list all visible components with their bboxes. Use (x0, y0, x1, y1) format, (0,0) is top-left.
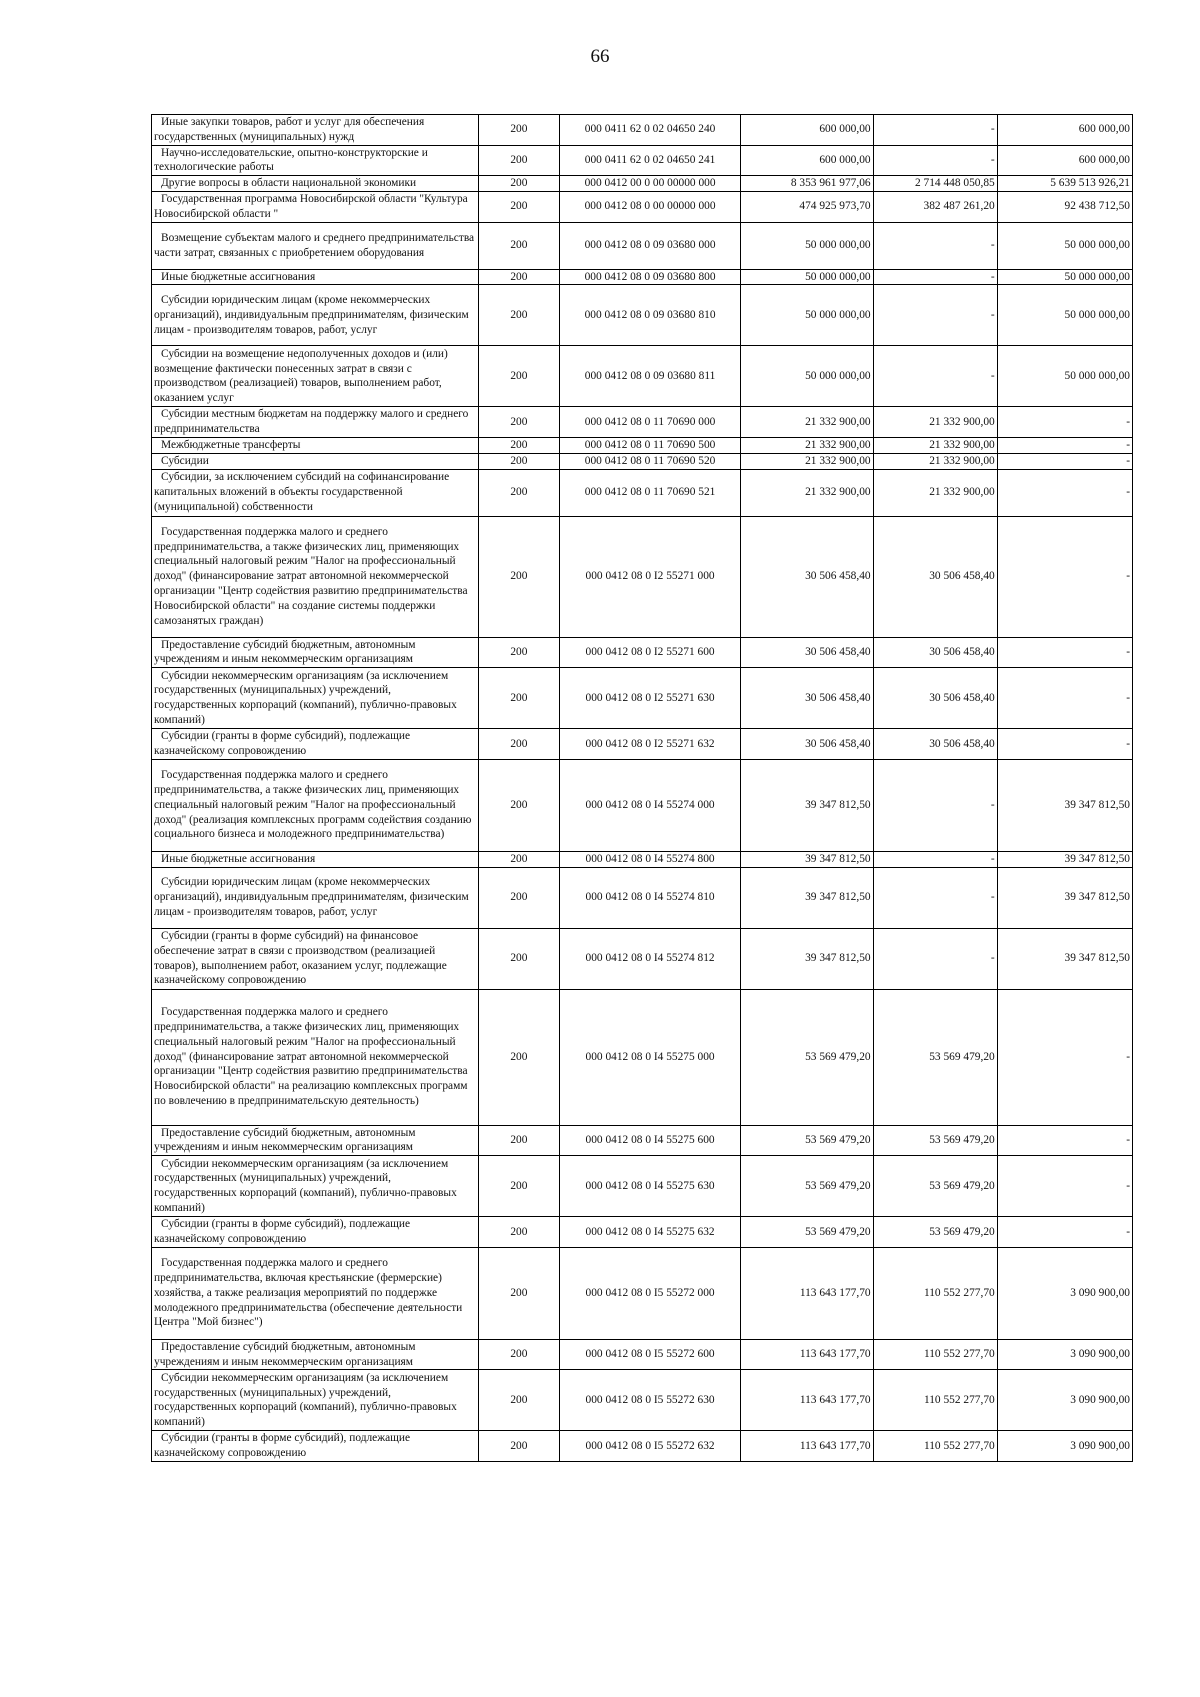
row-code-cell: 200 (479, 989, 560, 1125)
row-remaining-cell: 50 000 000,00 (997, 269, 1132, 285)
row-remaining-cell: 600 000,00 (997, 145, 1132, 176)
row-approved-cell: 600 000,00 (741, 115, 873, 146)
row-name-text: Субсидии юридическим лицам (кроме некоммерческих организаций), индивидуальным предпринимателям, физическим лицам - производителям товаров, работ, услуг (154, 876, 469, 918)
row-executed-cell: - (873, 269, 997, 285)
table-row (152, 759, 1133, 851)
row-name-cell (152, 145, 479, 176)
row-approved-cell: 50 000 000,00 (741, 222, 873, 269)
row-name-text: Субсидии (гранты в форме субсидий), подлежащие казначейскому сопровождению (154, 730, 411, 757)
table-row (152, 928, 1133, 989)
row-code-cell: 200 (479, 469, 560, 516)
row-remaining-cell: 3 090 900,00 (997, 1339, 1132, 1370)
row-name-cell (152, 222, 479, 269)
row-approved-cell: 39 347 812,50 (741, 867, 873, 928)
table-row (152, 1370, 1133, 1431)
row-approved-cell: 21 332 900,00 (741, 437, 873, 453)
row-name-text: Субсидии, за исключением субсидий на софинансирование капитальных вложений в объекты государственной (муниципальной) собственности (154, 471, 450, 513)
row-executed-cell: 21 332 900,00 (873, 453, 997, 469)
row-code-cell: 200 (479, 729, 560, 760)
row-csr-cell: 000 0412 08 0 09 03680 811 (559, 346, 741, 407)
table-row (152, 867, 1133, 928)
row-code-cell: 200 (479, 145, 560, 176)
row-code-cell: 200 (479, 1370, 560, 1431)
row-executed-cell: 2 714 448 050,85 (873, 176, 997, 192)
row-name-cell (152, 668, 479, 729)
row-name-cell (152, 759, 479, 851)
row-executed-cell: 110 552 277,70 (873, 1247, 997, 1339)
row-remaining-cell: 39 347 812,50 (997, 851, 1132, 867)
row-csr-cell: 000 0412 08 0 I2 55271 000 (559, 516, 741, 637)
row-remaining-cell: - (997, 989, 1132, 1125)
row-remaining-cell: - (997, 453, 1132, 469)
row-csr-cell: 000 0412 08 0 11 70690 521 (559, 469, 741, 516)
row-code-cell: 200 (479, 437, 560, 453)
row-remaining-cell: - (997, 637, 1132, 668)
row-executed-cell: - (873, 759, 997, 851)
row-executed-cell: 110 552 277,70 (873, 1370, 997, 1431)
table-row (152, 346, 1133, 407)
row-remaining-cell: - (997, 1156, 1132, 1217)
row-approved-cell: 30 506 458,40 (741, 516, 873, 637)
row-code-cell: 200 (479, 1431, 560, 1462)
budget-table (151, 114, 1133, 1462)
row-approved-cell: 30 506 458,40 (741, 729, 873, 760)
row-name-cell (152, 1431, 479, 1462)
row-executed-cell: - (873, 285, 997, 346)
row-remaining-cell: - (997, 1217, 1132, 1248)
row-code-cell: 200 (479, 1156, 560, 1217)
row-name-cell (152, 176, 479, 192)
row-name-text: Государственная программа Новосибирской области "Культура Новосибирской области " (154, 192, 468, 220)
table-row (152, 729, 1133, 760)
row-approved-cell: 39 347 812,50 (741, 851, 873, 867)
row-remaining-cell: 3 090 900,00 (997, 1247, 1132, 1339)
row-code-cell: 200 (479, 1247, 560, 1339)
row-name-text: Субсидии (161, 454, 209, 467)
row-csr-cell: 000 0412 08 0 I4 55275 600 (559, 1125, 741, 1156)
row-approved-cell: 53 569 479,20 (741, 1125, 873, 1156)
row-approved-cell: 21 332 900,00 (741, 469, 873, 516)
table-row (152, 145, 1133, 176)
row-code-cell: 200 (479, 222, 560, 269)
row-name-text: Возмещение субъектам малого и среднего предпринимательства части затрат, связанных с приобретением оборудования (154, 231, 475, 259)
row-approved-cell: 8 353 961 977,06 (741, 176, 873, 192)
row-approved-cell: 21 332 900,00 (741, 407, 873, 438)
row-executed-cell: 30 506 458,40 (873, 668, 997, 729)
row-approved-cell: 39 347 812,50 (741, 928, 873, 989)
row-code-cell: 200 (479, 1125, 560, 1156)
table-row (152, 1156, 1133, 1217)
row-approved-cell: 53 569 479,20 (741, 1217, 873, 1248)
row-executed-cell: - (873, 346, 997, 407)
row-name-cell (152, 989, 479, 1125)
row-executed-cell: - (873, 222, 997, 269)
row-executed-cell: 382 487 261,20 (873, 191, 997, 222)
table-row (152, 1247, 1133, 1339)
row-name-text: Субсидии (гранты в форме субсидий), подлежащие казначейскому сопровождению (154, 1432, 411, 1460)
row-remaining-cell: 3 090 900,00 (997, 1370, 1132, 1431)
row-code-cell: 200 (479, 668, 560, 729)
row-approved-cell: 50 000 000,00 (741, 346, 873, 407)
row-approved-cell: 600 000,00 (741, 145, 873, 176)
row-code-cell: 200 (479, 759, 560, 851)
row-name-text: Субсидии на возмещение недополученных доходов и (или) возмещение фактически понесенных затрат в связи с производством (реализацией) товаров, выполнением работ, оказанием услуг (154, 347, 448, 405)
row-csr-cell: 000 0411 62 0 02 04650 240 (559, 115, 741, 146)
row-executed-cell: - (873, 851, 997, 867)
row-remaining-cell: - (997, 469, 1132, 516)
row-executed-cell: - (873, 145, 997, 176)
row-csr-cell: 000 0412 08 0 11 70690 520 (559, 453, 741, 469)
row-remaining-cell: 5 639 513 926,21 (997, 176, 1132, 192)
row-executed-cell: 53 569 479,20 (873, 1125, 997, 1156)
table-row (152, 668, 1133, 729)
row-name-cell (152, 437, 479, 453)
row-code-cell: 200 (479, 851, 560, 867)
row-code-cell: 200 (479, 867, 560, 928)
row-code-cell: 200 (479, 176, 560, 192)
table-row (152, 191, 1133, 222)
row-name-text: Научно-исследовательские, опытно-конструкторские и технологические работы (154, 146, 428, 174)
row-csr-cell: 000 0412 08 0 11 70690 500 (559, 437, 741, 453)
row-approved-cell: 53 569 479,20 (741, 989, 873, 1125)
row-approved-cell: 50 000 000,00 (741, 269, 873, 285)
row-name-cell (152, 729, 479, 760)
row-remaining-cell: - (997, 437, 1132, 453)
row-approved-cell: 113 643 177,70 (741, 1370, 873, 1431)
row-csr-cell: 000 0412 08 0 I4 55275 632 (559, 1217, 741, 1248)
row-csr-cell: 000 0412 08 0 I2 55271 600 (559, 637, 741, 668)
row-name-text: Субсидии (гранты в форме субсидий) на финансовое обеспечение затрат в связи с производством (реализацией товаров), выполнением работ, оказанием услуг, подлежащие казначейскому сопровождению (154, 929, 447, 987)
row-remaining-cell: 92 438 712,50 (997, 191, 1132, 222)
row-name-cell (152, 867, 479, 928)
row-csr-cell: 000 0412 08 0 09 03680 810 (559, 285, 741, 346)
row-name-text: Межбюджетные трансферты (161, 438, 301, 451)
table-row (152, 269, 1133, 285)
row-approved-cell: 30 506 458,40 (741, 668, 873, 729)
row-approved-cell: 30 506 458,40 (741, 637, 873, 668)
row-approved-cell: 39 347 812,50 (741, 759, 873, 851)
row-code-cell: 200 (479, 453, 560, 469)
row-name-cell (152, 407, 479, 438)
table-row (152, 1431, 1133, 1462)
row-executed-cell: 21 332 900,00 (873, 437, 997, 453)
row-name-text: Субсидии юридическим лицам (кроме некоммерческих организаций), индивидуальным предпринимателям, физическим лицам - производителям товаров, работ, услуг (154, 294, 469, 336)
row-name-cell (152, 346, 479, 407)
row-remaining-cell: - (997, 729, 1132, 760)
row-name-text: Субсидии некоммерческим организациям (за исключением государственных (муниципальных) учреждений, государственных корпораций (компаний), публично-правовых компаний) (154, 669, 457, 726)
row-name-text: Предоставление субсидий бюджетным, автономным учреждениям и иным некоммерческим организациям (154, 1126, 416, 1154)
row-executed-cell: - (873, 928, 997, 989)
row-csr-cell: 000 0412 08 0 I5 55272 630 (559, 1370, 741, 1431)
row-name-text: Субсидии (гранты в форме субсидий), подлежащие казначейскому сопровождению (154, 1218, 411, 1245)
table-row (152, 516, 1133, 637)
row-csr-cell: 000 0412 08 0 I5 55272 632 (559, 1431, 741, 1462)
row-name-cell (152, 1339, 479, 1370)
row-executed-cell: 53 569 479,20 (873, 989, 997, 1125)
row-csr-cell: 000 0412 08 0 I4 55274 000 (559, 759, 741, 851)
row-code-cell: 200 (479, 928, 560, 989)
row-csr-cell: 000 0412 08 0 00 00000 000 (559, 191, 741, 222)
row-code-cell: 200 (479, 516, 560, 637)
row-csr-cell: 000 0412 08 0 I5 55272 600 (559, 1339, 741, 1370)
row-name-text: Предоставление субсидий бюджетным, автономным учреждениям и иным некоммерческим организациям (154, 638, 416, 666)
row-csr-cell: 000 0412 08 0 09 03680 000 (559, 222, 741, 269)
row-name-cell (152, 269, 479, 285)
row-name-text: Предоставление субсидий бюджетным, автономным учреждениям и иным некоммерческим организациям (154, 1340, 416, 1368)
row-csr-cell: 000 0412 08 0 I2 55271 632 (559, 729, 741, 760)
row-executed-cell: 21 332 900,00 (873, 469, 997, 516)
row-code-cell: 200 (479, 346, 560, 407)
table-row (152, 1125, 1133, 1156)
table-row (152, 1217, 1133, 1248)
row-code-cell: 200 (479, 269, 560, 285)
row-code-cell: 200 (479, 285, 560, 346)
row-code-cell: 200 (479, 1339, 560, 1370)
table-row (152, 285, 1133, 346)
row-name-cell (152, 1156, 479, 1217)
row-executed-cell: 110 552 277,70 (873, 1431, 997, 1462)
row-remaining-cell: 50 000 000,00 (997, 346, 1132, 407)
row-name-text: Иные бюджетные ассигнования (161, 270, 316, 283)
row-csr-cell: 000 0412 08 0 I4 55274 810 (559, 867, 741, 928)
row-remaining-cell: 39 347 812,50 (997, 928, 1132, 989)
row-name-cell (152, 1247, 479, 1339)
row-executed-cell: - (873, 115, 997, 146)
row-code-cell: 200 (479, 407, 560, 438)
row-csr-cell: 000 0412 08 0 I5 55272 000 (559, 1247, 741, 1339)
table-row (152, 407, 1133, 438)
row-remaining-cell: - (997, 516, 1132, 637)
row-name-text: Государственная поддержка малого и среднего предпринимательства, а также физических лиц, применяющих специальный налоговый режим "Налог на профессиональный доход" (реализация комплексных программ содействия созданию социального бизнеса и молодежного предпринимательства) (154, 769, 472, 841)
row-remaining-cell: - (997, 668, 1132, 729)
row-executed-cell: 110 552 277,70 (873, 1339, 997, 1370)
row-csr-cell: 000 0412 08 0 11 70690 000 (559, 407, 741, 438)
row-remaining-cell: - (997, 407, 1132, 438)
row-remaining-cell: 39 347 812,50 (997, 759, 1132, 851)
table-row (152, 989, 1133, 1125)
row-name-text: Государственная поддержка малого и среднего предпринимательства, а также физических лиц, применяющих специальный налоговый режим "Налог на профессиональный доход" (финансирование затрат автономной некоммерческой организации "Центр содействия развитию предпринимательства Новосибирской области" на создание системы поддержки самозанятых граждан) (154, 525, 468, 627)
row-csr-cell: 000 0412 00 0 00 00000 000 (559, 176, 741, 192)
row-remaining-cell: - (997, 1125, 1132, 1156)
row-csr-cell: 000 0411 62 0 02 04650 241 (559, 145, 741, 176)
row-executed-cell: - (873, 867, 997, 928)
table-row (152, 453, 1133, 469)
row-executed-cell: 53 569 479,20 (873, 1156, 997, 1217)
row-name-cell (152, 516, 479, 637)
row-executed-cell: 30 506 458,40 (873, 729, 997, 760)
row-code-cell: 200 (479, 191, 560, 222)
row-name-cell (152, 1125, 479, 1156)
row-approved-cell: 53 569 479,20 (741, 1156, 873, 1217)
row-name-text: Субсидии местным бюджетам на поддержку малого и среднего предпринимательства (154, 408, 469, 436)
table-row (152, 469, 1133, 516)
row-name-text: Государственная поддержка малого и среднего предпринимательства, а также физических лиц, применяющих специальный налоговый режим "Налог на профессиональный доход" (финансирование затрат автономной некоммерческой организации "Центр содействия развитию предпринимательства Новосибирской области" на реализацию комплексных программ по вовлечению в предпринимательскую деятельность) (154, 1006, 468, 1108)
row-csr-cell: 000 0412 08 0 09 03680 800 (559, 269, 741, 285)
row-csr-cell: 000 0412 08 0 I4 55275 630 (559, 1156, 741, 1217)
row-approved-cell: 474 925 973,70 (741, 191, 873, 222)
table-row (152, 176, 1133, 192)
table-row (152, 115, 1133, 146)
row-code-cell: 200 (479, 637, 560, 668)
row-code-cell: 200 (479, 115, 560, 146)
row-executed-cell: 53 569 479,20 (873, 1217, 997, 1248)
table-row (152, 437, 1133, 453)
page-number: 66 (590, 46, 610, 67)
row-name-cell (152, 1370, 479, 1431)
row-executed-cell: 30 506 458,40 (873, 516, 997, 637)
table-row (152, 1339, 1133, 1370)
row-name-text: Субсидии некоммерческим организациям (за исключением государственных (муниципальных) учреждений, государственных корпораций (компаний), публично-правовых компаний) (154, 1157, 457, 1214)
row-name-text: Иные бюджетные ассигнования (161, 852, 316, 865)
row-csr-cell: 000 0412 08 0 I2 55271 630 (559, 668, 741, 729)
row-executed-cell: 30 506 458,40 (873, 637, 997, 668)
row-code-cell: 200 (479, 1217, 560, 1248)
row-approved-cell: 21 332 900,00 (741, 453, 873, 469)
row-remaining-cell: 50 000 000,00 (997, 285, 1132, 346)
row-csr-cell: 000 0412 08 0 I4 55274 800 (559, 851, 741, 867)
row-remaining-cell: 600 000,00 (997, 115, 1132, 146)
row-remaining-cell: 3 090 900,00 (997, 1431, 1132, 1462)
row-remaining-cell: 50 000 000,00 (997, 222, 1132, 269)
row-name-cell (152, 191, 479, 222)
row-name-cell (152, 1217, 479, 1248)
table-body (152, 115, 1133, 1462)
table-row (152, 222, 1133, 269)
row-name-text: Иные закупки товаров, работ и услуг для обеспечения государственных (муниципальных) нужд (154, 116, 425, 143)
row-name-cell (152, 851, 479, 867)
row-csr-cell: 000 0412 08 0 I4 55275 000 (559, 989, 741, 1125)
row-approved-cell: 113 643 177,70 (741, 1339, 873, 1370)
row-name-text: Другие вопросы в области национальной экономики (161, 177, 417, 190)
row-name-cell (152, 469, 479, 516)
table-row (152, 637, 1133, 668)
row-executed-cell: 21 332 900,00 (873, 407, 997, 438)
row-name-cell (152, 637, 479, 668)
row-approved-cell: 113 643 177,70 (741, 1247, 873, 1339)
row-name-cell (152, 453, 479, 469)
row-name-cell (152, 928, 479, 989)
row-name-cell (152, 115, 479, 146)
table-row (152, 851, 1133, 867)
row-csr-cell: 000 0412 08 0 I4 55274 812 (559, 928, 741, 989)
row-name-cell (152, 285, 479, 346)
row-approved-cell: 50 000 000,00 (741, 285, 873, 346)
row-remaining-cell: 39 347 812,50 (997, 867, 1132, 928)
row-name-text: Субсидии некоммерческим организациям (за исключением государственных (муниципальных) учреждений, государственных корпораций (компаний), публично-правовых компаний) (154, 1371, 457, 1429)
row-approved-cell: 113 643 177,70 (741, 1431, 873, 1462)
row-name-text: Государственная поддержка малого и среднего предпринимательства, включая крестьянские (фермерские) хозяйства, а также реализация мероприятий по поддержке молодежного предпринимательства (обеспечение деятельности Центра "Мой бизнес") (154, 1257, 463, 1329)
